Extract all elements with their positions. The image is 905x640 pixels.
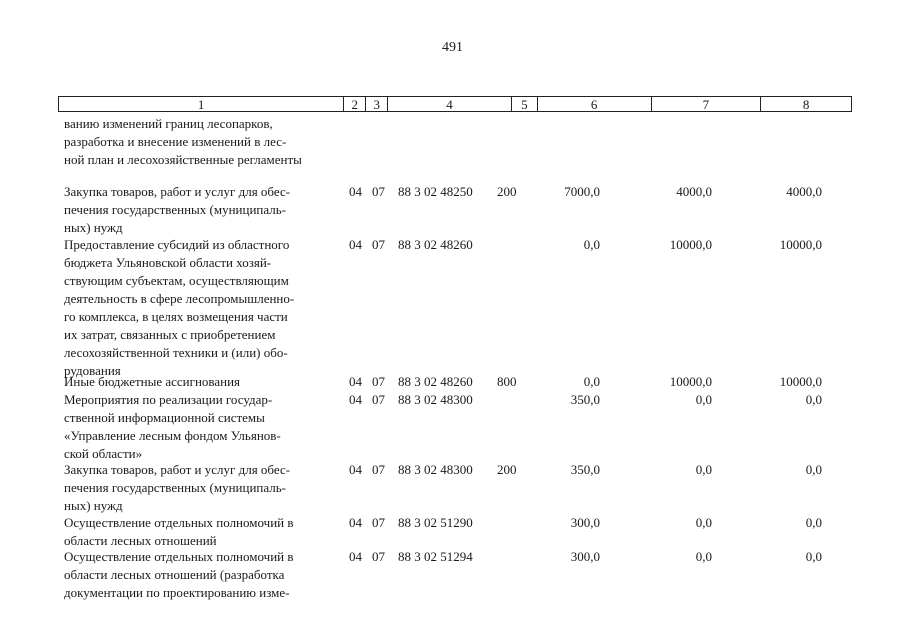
row-section: 04 (349, 462, 362, 477)
row-description-line: ствующим субъектам, осуществляющим (64, 273, 289, 288)
row-description (64, 548, 336, 602)
row-amount-col8: 4000,0 (786, 184, 822, 199)
row-description (64, 115, 336, 169)
row-description-line: Закупка товаров, работ и услуг для обес- (64, 462, 291, 477)
row-description-line: рудования (64, 363, 121, 378)
row-section: 04 (349, 515, 362, 530)
row-target-article: 88 3 02 51294 (398, 549, 473, 564)
row-amount-col8: 0,0 (805, 515, 822, 530)
row-expense-type: 200 (497, 462, 517, 477)
row-subsection: 07 (372, 515, 385, 530)
row-description-line: Закупка товаров, работ и услуг для обес- (64, 184, 291, 199)
row-description-line: Предоставление субсидий из областного (64, 237, 290, 252)
row-section: 04 (349, 392, 362, 407)
row-description-line: печения государственных (муниципаль- (64, 480, 287, 495)
row-subsection: 07 (372, 392, 385, 407)
row-amount-col7: 10000,0 (669, 237, 712, 252)
row-expense-type: 800 (497, 374, 517, 389)
row-description-line: ных) нужд (64, 220, 123, 235)
row-description-line: Иные бюджетные ассигнования (64, 374, 241, 389)
header-col-1: 1 (59, 97, 344, 111)
row-description (64, 373, 336, 391)
row-description-line: бюджета Ульяновской области хозяй- (64, 255, 272, 270)
row-amount-col7: 0,0 (695, 462, 712, 477)
header-col-8: 8 (802, 97, 810, 112)
row-amount-col6: 350,0 (570, 462, 600, 477)
row-description-line: го комплекса, в целях возмещения части (64, 309, 288, 324)
row-description-line: Мероприятия по реализации государ- (64, 392, 273, 407)
row-description-line: деятельность в сфере лесопромышленно- (64, 291, 295, 306)
row-expense-type: 200 (497, 184, 517, 199)
row-description-line: ской области» (64, 446, 143, 461)
table-header (58, 96, 852, 112)
row-amount-col7: 0,0 (695, 515, 712, 530)
row-description-line: ванию изменений границ лесопарков, (64, 116, 273, 131)
header-col-2: 2 (344, 97, 366, 111)
row-target-article: 88 3 02 48300 (398, 462, 473, 477)
row-section: 04 (349, 549, 362, 564)
row-amount-col7: 0,0 (695, 392, 712, 407)
row-description-line: их затрат, связанных с приобретением (64, 327, 276, 342)
row-description-line: Осуществление отдельных полномочий в (64, 515, 294, 530)
header-col-6: 6 (538, 97, 652, 111)
row-description-line: документации по проектированию изме- (64, 585, 290, 600)
row-amount-col7: 4000,0 (676, 184, 712, 199)
row-description-line: разработка и внесение изменений в лес- (64, 134, 287, 149)
row-description-line: «Управление лесным фондом Ульянов- (64, 428, 281, 443)
row-section: 04 (349, 184, 362, 199)
row-subsection: 07 (372, 462, 385, 477)
row-description (64, 391, 336, 463)
row-description-line: области лесных отношений (64, 533, 217, 548)
row-subsection: 07 (372, 237, 385, 252)
row-target-article: 88 3 02 48260 (398, 237, 473, 252)
row-target-article: 88 3 02 51290 (398, 515, 473, 530)
row-amount-col8: 10000,0 (779, 237, 822, 252)
header-col-7: 7 (652, 97, 762, 111)
row-amount-col6: 300,0 (570, 549, 600, 564)
row-amount-col7: 0,0 (695, 549, 712, 564)
row-description-line: ственной информационной системы (64, 410, 265, 425)
row-amount-col8: 0,0 (805, 462, 822, 477)
row-target-article: 88 3 02 48260 (398, 374, 473, 389)
row-description-line: Осуществление отдельных полномочий в (64, 549, 294, 564)
header-col-4: 4 (388, 97, 512, 111)
row-amount-col8: 0,0 (805, 549, 822, 564)
row-amount-col6: 0,0 (583, 237, 600, 252)
header-col-3: 3 (366, 97, 388, 111)
row-description (64, 461, 336, 515)
row-amount-col6: 7000,0 (564, 184, 600, 199)
row-subsection: 07 (372, 184, 385, 199)
header-col-5: 5 (512, 97, 538, 111)
page-number: 491 (442, 40, 463, 55)
row-description-line: печения государственных (муниципаль- (64, 202, 287, 217)
row-description (64, 183, 336, 237)
row-subsection: 07 (372, 549, 385, 564)
row-target-article: 88 3 02 48250 (398, 184, 473, 199)
row-description (64, 236, 336, 380)
row-subsection: 07 (372, 374, 385, 389)
row-amount-col6: 350,0 (570, 392, 600, 407)
row-amount-col8: 10000,0 (779, 374, 822, 389)
row-section: 04 (349, 237, 362, 252)
row-amount-col7: 10000,0 (669, 374, 712, 389)
row-target-article: 88 3 02 48300 (398, 392, 473, 407)
row-section: 04 (349, 374, 362, 389)
row-amount-col6: 0,0 (583, 374, 600, 389)
row-amount-col6: 300,0 (570, 515, 600, 530)
row-description-line: ной план и лесохозяйственные регламенты (64, 152, 302, 167)
row-description (64, 514, 336, 550)
row-description-line: лесохозяйственной техники и (или) обо- (64, 345, 288, 360)
row-description-line: области лесных отношений (разработка (64, 567, 285, 582)
row-description-line: ных) нужд (64, 498, 123, 513)
row-amount-col8: 0,0 (805, 392, 822, 407)
